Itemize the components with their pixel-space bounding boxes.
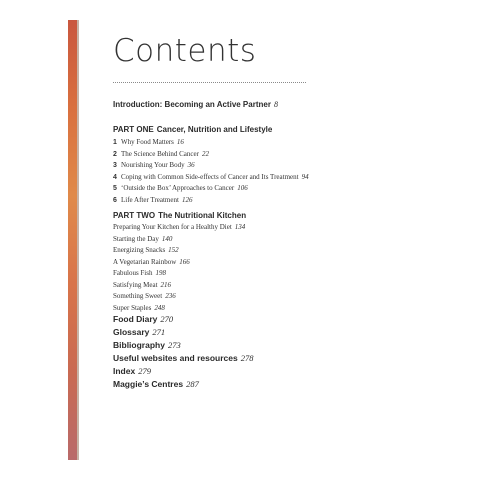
- back-matter-list: [113, 313, 253, 391]
- toc-entry-page: 94: [301, 172, 309, 181]
- toc-entry: [113, 257, 245, 269]
- part-label: PART ONE: [113, 125, 154, 134]
- toc-entry-label: Glossary: [113, 327, 150, 337]
- toc-entry-page: 166: [179, 257, 190, 266]
- toc-entry: [113, 365, 253, 378]
- toc-entry-page: 22: [201, 149, 209, 158]
- toc-entry-page: 8: [273, 100, 278, 109]
- toc-entry: [113, 137, 309, 149]
- toc-entry: [113, 268, 245, 280]
- toc-entry-label: The Science Behind Cancer: [121, 149, 199, 158]
- toc-entry-label: Why Food Matters: [121, 138, 174, 146]
- toc-entry-label: Fabulous Fish: [113, 269, 153, 277]
- toc-entry-page: 134: [234, 223, 246, 231]
- page-title: Contents: [113, 33, 257, 69]
- toc-entry: [113, 160, 309, 172]
- toc-entry: [113, 234, 245, 246]
- chapter-number: 1: [113, 139, 117, 146]
- toc-entry: [113, 313, 253, 326]
- toc-entry: [113, 149, 309, 161]
- toc-entry-label: Useful websites and resources: [113, 353, 238, 363]
- dotted-divider: [113, 82, 306, 83]
- toc-entry-label: A Vegetarian Rainbow: [113, 257, 177, 266]
- toc-entry-page: 126: [181, 195, 193, 204]
- toc-entry-page: 152: [168, 246, 179, 254]
- toc-entry-label: Something Sweet: [113, 292, 163, 300]
- toc-entry: [113, 378, 253, 391]
- toc-entry-label: Starting the Day: [113, 234, 159, 243]
- toc-entry-label: Super Staples: [113, 303, 152, 312]
- toc-entry-label: Introduction: Becoming an Active Partner: [113, 100, 271, 109]
- toc-entry-label: Food Diary: [113, 314, 158, 324]
- part-label: PART TWO: [113, 211, 156, 220]
- toc-entry: [113, 339, 253, 352]
- toc-entry-page: 248: [154, 303, 165, 312]
- toc-entry-page: 16: [176, 138, 184, 146]
- toc-entry-page: 287: [186, 379, 199, 389]
- toc-entry: [113, 195, 309, 207]
- part-subtitle: Cancer, Nutrition and Lifestyle: [156, 125, 273, 134]
- toc-entry-label: Nourishing Your Body: [121, 161, 185, 169]
- toc-entry-page: 36: [187, 161, 195, 169]
- chapter-number: 6: [113, 196, 117, 204]
- toc-entry-page: 236: [165, 292, 176, 300]
- part-one-list: [113, 137, 309, 206]
- book-spine-edge: [68, 20, 77, 460]
- chapter-number: 3: [113, 162, 117, 169]
- toc-entry-page: 279: [138, 366, 151, 376]
- toc-entry-label: Coping with Common Side-effects of Cancer and Its Treatment: [121, 172, 299, 181]
- toc-entry-label: Preparing Your Kitchen for a Healthy Diet: [113, 223, 232, 231]
- toc-entry: [113, 291, 245, 303]
- part-subtitle: The Nutritional Kitchen: [158, 211, 247, 220]
- toc-entry-page: 106: [237, 184, 248, 192]
- toc-entry: [113, 326, 253, 339]
- toc-entry-page: 140: [161, 234, 173, 243]
- toc-entry: [113, 222, 245, 234]
- toc-entry-introduction: [113, 100, 278, 109]
- chapter-number: 2: [113, 150, 117, 158]
- chapter-number: 4: [113, 173, 117, 181]
- toc-entry: [113, 172, 309, 184]
- toc-entry-label: ‘Outside the Box’ Approaches to Cancer: [121, 184, 235, 192]
- toc-entry-label: Satisfying Meat: [113, 280, 158, 289]
- toc-entry-label: Life After Treatment: [121, 195, 179, 204]
- toc-entry-page: 198: [155, 269, 166, 277]
- chapter-number: 5: [113, 185, 117, 192]
- toc-entry: [113, 183, 309, 195]
- toc-entry-page: 271: [152, 327, 166, 337]
- toc-entry-label: Index: [113, 366, 136, 376]
- toc-entry: [113, 352, 253, 365]
- part-one-heading: [113, 125, 272, 134]
- toc-entry-label: Energizing Snacks: [113, 246, 166, 254]
- toc-entry: [113, 245, 245, 257]
- toc-entry-page: 278: [240, 353, 254, 363]
- toc-entry-page: 216: [160, 280, 172, 289]
- toc-entry: [113, 280, 245, 292]
- part-two-heading: [113, 211, 246, 220]
- toc-entry-label: Bibliography: [113, 340, 165, 350]
- toc-entry-page: 273: [167, 340, 181, 350]
- part-two-list: [113, 222, 245, 314]
- toc-entry-label: Maggie’s Centres: [113, 379, 184, 389]
- toc-entry-page: 270: [160, 314, 174, 324]
